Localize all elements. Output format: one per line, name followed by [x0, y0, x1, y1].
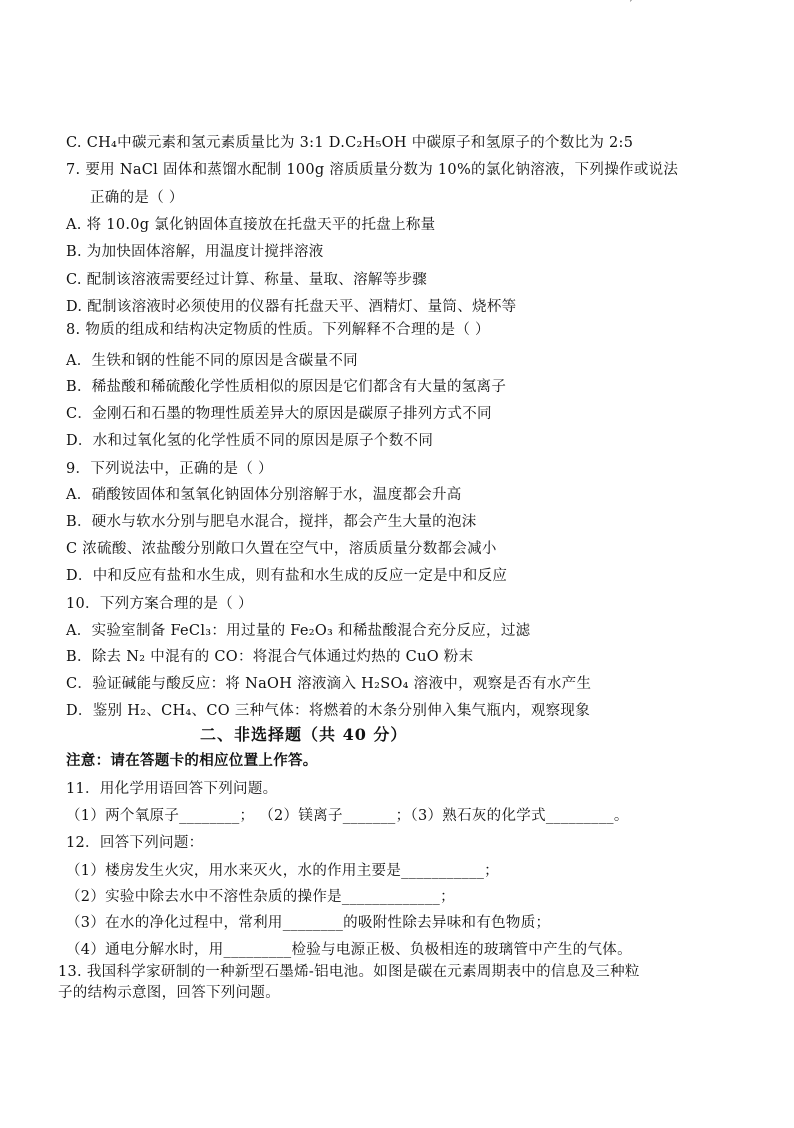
q11-stem: 11．用化学用语回答下列问题。 [66, 781, 278, 797]
q9-stem: 9．下列说法中，正确的是（ ） [66, 461, 273, 477]
q8-option-b: B．稀盐酸和稀硫酸化学性质相似的原因是它们都含有大量的氢离子 [66, 379, 507, 395]
q12-part-2: （2）实验中除去水中不溶性杂质的操作是_____________； [66, 889, 455, 905]
q12-part-4: （4）通电分解水时，用_________检验与电源正极、负极相连的玻璃管中产生的气体。 [66, 942, 632, 958]
q8-option-c: C．金刚石和石墨的物理性质差异大的原因是碳原子排列方式不同 [66, 406, 492, 422]
q10-option-b: B．除去 N₂ 中混有的 CO：将混合气体通过灼热的 CuO 粉末 [66, 649, 474, 665]
q9-option-d: D．中和反应有盐和水生成，则有盐和水生成的反应一定是中和反应 [66, 568, 508, 584]
q12-part-1: （1）楼房发生火灾，用水来灭火，水的作用主要是___________； [66, 863, 499, 879]
q7-stem-cont: 正确的是（ ） [90, 190, 184, 206]
q11-blanks: （1）两个氧原子________； （2）镁离子_______；（3）熟石灰的化学式_________。 [66, 808, 629, 824]
scan-mark: ˊ [628, 0, 633, 11]
q13-stem: 13. 我国科学家研制的一种新型石墨烯-铝电池。如图是碳在元素周期表中的信息及三种粒 [58, 964, 640, 980]
q12-part-3: （3）在水的净化过程中，常利用________的吸附性除去异味和有色物质； [66, 915, 551, 931]
q12-stem: 12．回答下列问题： [66, 835, 204, 851]
q10-option-c: C．验证碱能与酸反应：将 NaOH 溶液滴入 H₂SO₄ 溶液中，观察是否有水产生 [66, 676, 592, 692]
q6-option-c-d: C. CH₄中碳元素和氢元素质量比为 3:1 D.C₂H₅OH 中碳原子和氢原子的个数比为 2:5 [66, 135, 634, 151]
q9-option-a: A．硝酸铵固体和氢氧化钠固体分别溶解于水，温度都会升高 [66, 487, 462, 503]
section-title: 二、非选择题（共 40 分） [200, 725, 408, 744]
q7-option-a: A. 将 10.0g 氯化钠固体直接放在托盘天平的托盘上称量 [66, 217, 436, 233]
q9-option-c: C 浓硫酸、浓盐酸分别敞口久置在空气中，溶质质量分数都会减小 [66, 541, 497, 557]
q8-option-d: D．水和过氧化氢的化学性质不同的原因是原子个数不同 [66, 433, 434, 449]
q8-option-a: A．生铁和钢的性能不同的原因是含碳量不同 [66, 353, 358, 369]
q7-option-d: D. 配制该溶液时必须使用的仪器有托盘天平、酒精灯、量筒、烧杯等 [66, 299, 517, 315]
q10-option-d: D．鉴别 H₂、CH₄、CO 三种气体：将燃着的木条分别伸入集气瓶内，观察现象 [66, 703, 591, 719]
q7-stem: 7. 要用 NaCl 固体和蒸馏水配制 100g 溶质质量分数为 10%的氯化钠溶液，下列操作或说法 [66, 162, 679, 178]
q7-option-c: C. 配制该溶液需要经过计算、称量、量取、溶解等步骤 [66, 272, 428, 288]
q7-option-b: B. 为加快固体溶解，用温度计搅拌溶液 [66, 244, 324, 260]
q13-stem-cont: 子的结构示意图，回答下列问题。 [58, 985, 280, 1001]
q10-option-a: A．实验室制备 FeCl₃：用过量的 Fe₂O₃ 和稀盐酸混合充分反应，过滤 [66, 623, 531, 639]
answer-note: 注意：请在答题卡的相应位置上作答。 [66, 752, 318, 769]
q8-stem: 8. 物质的组成和结构决定物质的性质。下列解释不合理的是（ ） [66, 322, 490, 338]
q9-option-b: B．硬水与软水分别与肥皂水混合，搅拌，都会产生大量的泡沫 [66, 514, 477, 530]
q10-stem: 10．下列方案合理的是（ ） [66, 596, 253, 612]
